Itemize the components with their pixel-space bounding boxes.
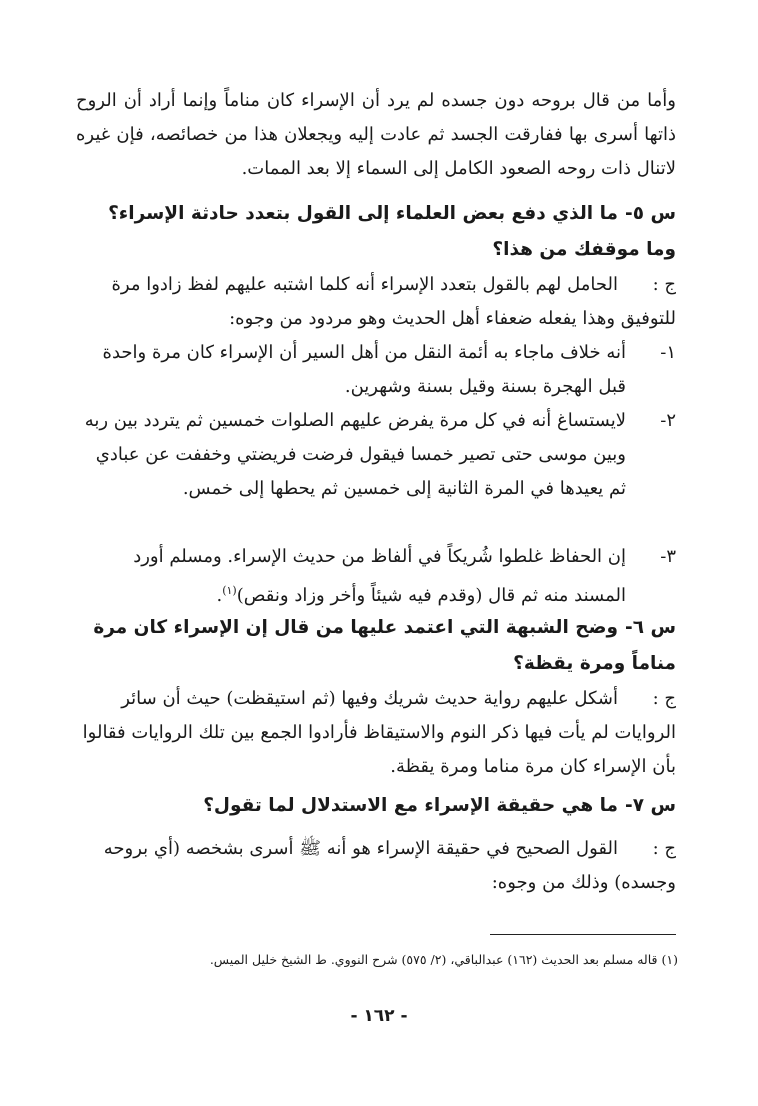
question-6-number: س ٦- — [625, 617, 676, 638]
answer-6 — [76, 682, 676, 784]
footnote: (١) قاله مسلم بعد الحديث (١٦٢) عبدالباقي، (٢/ ٥٧٥) شرح النووي. ط الشيخ خليل الميس. — [209, 952, 678, 967]
question-5 — [76, 196, 676, 268]
footnote-divider — [490, 934, 676, 935]
answer-6-marker: ج : — [652, 688, 676, 709]
answer-6-text: أشكل عليهم رواية حديث شريك وفيها (ثم استيقظت) حيث أن سائر الروايات لم يأت فيها ذكر النوم والاستيقاظ فأرادوا الجمع بين تلك الروايات فقالوا بأن الإسراء كان مرة مناما ومرة يقظة. — [82, 688, 676, 777]
answer-5-item-2 — [76, 404, 676, 506]
question-5-text: ما الذي دفع بعض العلماء إلى القول بتعدد حادثة الإسراء؟ وما موقفك من هذا؟ — [108, 203, 676, 260]
answer-7 — [76, 832, 676, 900]
item-number: ٢- — [660, 410, 676, 431]
question-7-number: س ٧- — [625, 795, 676, 816]
footnote-reference[interactable]: (١) — [222, 584, 237, 597]
question-6-text: وضح الشبهة التي اعتمد عليها من قال إن الإسراء كان مرة مناماً ومرة يقظة؟ — [93, 617, 676, 674]
question-6 — [76, 610, 676, 682]
item-number: ٣- — [660, 546, 676, 567]
item-tail: . — [216, 585, 223, 606]
answer-5-marker: ج : — [652, 274, 676, 295]
answer-5-item-3 — [76, 540, 676, 613]
item-text: لايستساغ أنه في كل مرة يفرض عليهم الصلوات خمسين ثم يتردد بين ربه وبين موسى حتى تصير خمسا فيقول فرضت فريضتي وخففت عن عبادي ثم يعيدها في المرة الثانية إلى خمسين ثم يحطها إلى خمس. — [84, 410, 626, 499]
answer-5-item-1 — [76, 336, 676, 404]
answer-7-marker: ج : — [652, 838, 676, 859]
question-5-number: س ٥- — [625, 203, 676, 224]
answer-7-text: القول الصحيح في حقيقة الإسراء هو أنه ﷺ أسرى بشخصه (أي بروحه وجسده) وذلك من وجوه: — [103, 838, 676, 893]
intro-paragraph: وأما من قال بروحه دون جسده لم يرد أن الإسراء كان مناماً وإنما أراد أن الروح ذاتها أسرى بها ففارقت الجسد ثم عادت إليه ويجعلان هذا من خصائصه، فإن غيره لاتنال ذات روحه الصعود الكامل إلى السماء إلا بعد الممات. — [76, 90, 676, 179]
question-7 — [76, 788, 676, 824]
item-text: إن الحفاظ غلطوا شُريكاً في ألفاظ من حديث الإسراء. ومسلم أورد المسند منه ثم قال (وقدم فيه شيئاً وأخر وزاد ونقص) — [133, 546, 626, 606]
answer-5 — [76, 268, 676, 336]
item-number: ١- — [660, 342, 676, 363]
answer-5-text: الحامل لهم بالقول بتعدد الإسراء أنه كلما اشتبه عليهم لفظ زادوا مرة للتوفيق وهذا يفعله ضعفاء أهل الحديث وهو مردود من وجوه: — [111, 274, 676, 329]
page-number: - ١٦٢ - — [350, 1006, 408, 1026]
question-7-text: ما هي حقيقة الإسراء مع الاستدلال لما تقول؟ — [203, 795, 618, 816]
item-text: أنه خلاف ماجاء به أئمة النقل من أهل السير أن الإسراء كان مرة واحدة قبل الهجرة بسنة وقيل بسنة وشهرين. — [102, 342, 626, 397]
item-text-wrap — [76, 540, 676, 613]
